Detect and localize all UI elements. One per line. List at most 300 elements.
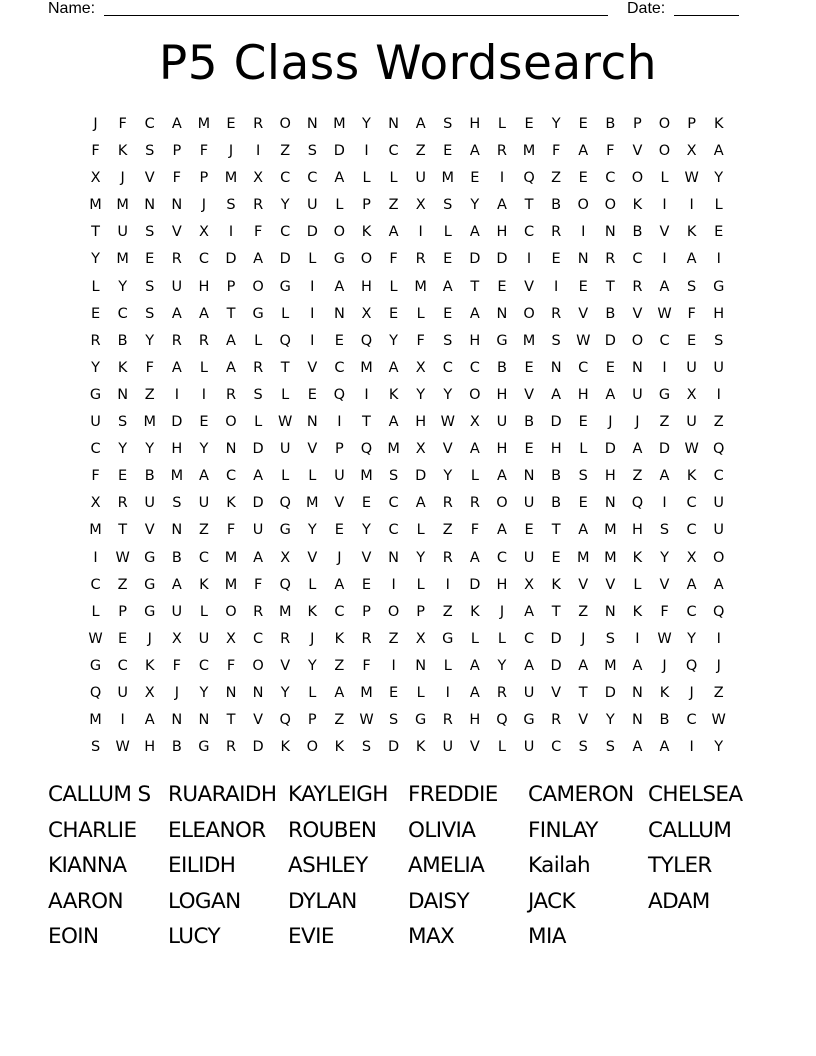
grid-letter: X [226,630,236,647]
grid-letter: E [334,522,344,539]
grid-letter: O [523,305,535,322]
grid-letter: Z [117,576,128,593]
grid-letter: S [90,739,101,756]
grid-letter: L [308,251,317,268]
grid-letter: Q [279,712,291,729]
grid-letter: O [496,495,508,512]
grid-letter: P [118,603,128,620]
grid-letter: G [658,386,671,403]
grid-letter: O [631,170,644,187]
grid-letter: D [469,251,481,268]
grid-letter: I [391,576,396,593]
grid-letter: U [144,495,156,512]
grid-letter: W [657,630,672,647]
grid-letter: V [280,657,291,674]
grid-letter: T [362,414,371,431]
grid-letter: T [551,522,561,539]
grid-letter: G [713,278,725,295]
grid-letter: O [279,116,291,132]
grid-letter: W [115,549,130,566]
grid-letter: Z [442,522,453,539]
grid-letter: E [578,116,588,132]
grid-letter: Y [145,332,155,349]
grid-letter: N [604,224,616,241]
grid-letter: S [443,197,453,214]
grid-letter: H [604,468,616,485]
grid-letter: A [198,305,209,322]
grid-letter: Z [388,197,399,214]
grid-letter: H [171,441,183,458]
grid-row [82,626,732,653]
grid-letter: N [225,441,237,458]
word-list-item: EILIDH [168,853,236,878]
grid-letter: C [686,495,697,512]
grid-letter: M [143,414,156,431]
grid-letter: G [415,712,427,729]
grid-letter: M [522,332,536,349]
grid-letter: X [198,224,209,241]
word-list-item: FINLAY [528,817,598,843]
grid-letter: N [631,712,643,729]
grid-letter: F [226,522,236,539]
grid-letter: K [280,739,290,756]
grid-letter: I [201,386,207,403]
grid-letter: F [416,332,425,349]
grid-letter: A [524,657,534,674]
grid-letter: L [91,278,100,295]
grid-letter: U [632,386,643,403]
grid-letter: O [712,549,725,566]
grid-letter: Y [307,522,317,539]
grid-letter: U [279,441,291,458]
grid-letter: Q [279,332,291,349]
grid-letter: E [145,251,155,268]
grid-letter: Z [334,657,345,674]
letter-grid [82,111,732,761]
grid-letter: S [551,332,561,349]
grid-letter: A [171,116,182,132]
grid-letter: V [442,441,453,458]
grid-letter: A [632,441,643,458]
grid-letter: K [686,468,697,485]
word-list-item: KAYLEIGH [288,782,388,807]
grid-letter: F [606,143,615,160]
grid-letter: Y [551,116,561,132]
grid-letter: A [713,143,724,160]
grid-letter: M [116,251,129,268]
grid-letter: K [632,549,643,566]
grid-letter: I [662,359,667,376]
grid-letter: V [578,712,589,729]
grid-letter: U [415,170,426,187]
grid-letter: K [226,495,236,512]
grid-letter: W [684,441,699,458]
grid-letter: A [659,278,670,295]
grid-letter: X [686,386,697,403]
grid-letter: Y [199,684,209,701]
grid-letter: U [306,197,318,214]
grid-letter: A [659,468,670,485]
grid-letter: N [171,712,183,729]
grid-letter: E [551,549,561,566]
grid-letter: R [253,197,264,214]
grid-row [82,734,732,761]
grid-letter: O [225,414,237,431]
grid-letter: Q [496,712,508,729]
grid-letter: T [226,712,236,729]
grid-letter: L [416,305,425,322]
grid-letter: E [578,278,588,295]
grid-letter: K [713,116,724,132]
grid-letter: T [280,359,290,376]
grid-letter: I [716,386,721,403]
grid-letter: I [526,251,532,268]
grid-letter: A [469,224,480,241]
grid-letter: X [415,441,426,458]
grid-letter: A [686,576,697,593]
grid-letter: A [171,576,182,593]
grid-letter: K [334,630,345,647]
grid-letter: M [197,116,211,132]
grid-letter: I [364,386,369,403]
grid-letter: N [550,359,562,376]
word-list-item: EVIE [288,924,334,949]
grid-letter: M [604,522,617,539]
grid-letter: W [657,305,672,322]
grid-letter: G [333,251,346,268]
grid-letter: P [226,278,236,295]
grid-letter: Q [685,657,698,674]
grid-letter: X [90,170,101,187]
grid-letter: I [662,495,667,512]
grid-letter: E [578,170,588,187]
grid-letter: A [442,278,453,295]
grid-letter: Q [360,441,373,458]
grid-letter: S [687,278,697,295]
name-blank-line [104,15,608,16]
grid-letter: U [117,684,128,701]
grid-letter: D [469,576,481,593]
grid-letter: E [307,386,317,403]
grid-letter: Q [333,386,346,403]
grid-letter: J [147,630,152,647]
grid-letter: R [496,143,507,160]
grid-letter: Y [118,441,128,458]
grid-row [82,328,732,355]
word-list-item: JACK [528,888,576,914]
grid-letter: N [496,305,508,322]
grid-letter: C [523,224,535,241]
grid-letter: O [360,251,373,268]
grid-letter: C [605,170,616,187]
grid-letter: R [253,116,264,132]
grid-letter: K [334,739,345,756]
grid-letter: M [360,468,373,485]
grid-letter: S [388,468,399,485]
word-list-item: ROUBEN [288,817,377,843]
grid-letter: T [524,197,534,214]
grid-letter: I [418,224,423,241]
grid-letter: S [605,630,615,647]
grid-letter: D [333,143,345,160]
grid-letter: L [199,359,208,376]
grid-letter: I [445,684,450,701]
grid-letter: S [145,278,155,295]
grid-letter: N [171,522,183,539]
grid-letter: F [551,143,561,160]
grid-letter: A [551,386,562,403]
grid-letter: Q [360,332,373,349]
grid-letter: L [416,522,425,539]
grid-letter: N [604,495,616,512]
grid-letter: H [631,522,643,539]
grid-row [82,192,732,219]
grid-letter: E [497,278,507,295]
grid-letter: U [171,603,183,620]
grid-letter: Z [280,143,291,160]
grid-letter: F [253,576,263,593]
grid-row [82,382,732,409]
grid-letter: W [359,712,374,729]
grid-letter: S [253,386,263,403]
grid-letter: R [496,684,507,701]
grid-letter: K [551,576,561,593]
grid-letter: U [686,359,697,376]
grid-letter: H [713,305,725,322]
grid-letter: S [145,143,155,160]
grid-row [82,599,732,626]
grid-letter: C [388,522,399,539]
grid-letter: C [659,332,670,349]
grid-letter: E [443,143,453,160]
grid-letter: Z [713,414,724,431]
grid-letter: A [415,495,426,512]
grid-letter: C [225,468,237,485]
grid-letter: I [716,630,721,647]
grid-letter: K [659,684,670,701]
grid-letter: E [524,522,534,539]
grid-letter: S [145,305,155,322]
grid-letter: D [550,630,562,647]
grid-letter: C [307,170,318,187]
grid-letter: W [711,712,726,729]
grid-letter: C [632,251,643,268]
grid-letter: S [443,332,453,349]
grid-letter: R [225,386,237,403]
grid-letter: E [361,495,372,512]
grid-letter: Q [89,684,102,701]
grid-letter: E [687,332,697,349]
grid-letter: O [306,739,318,756]
grid-letter: K [117,143,128,160]
grid-letter: I [689,739,694,756]
grid-letter: X [361,305,372,322]
grid-letter: J [608,414,613,431]
grid-letter: A [198,468,209,485]
grid-letter: F [172,170,181,187]
grid-letter: Y [714,739,724,756]
grid-letter: V [578,305,589,322]
grid-letter: L [714,197,723,214]
grid-letter: H [496,386,508,403]
grid-row [82,138,732,165]
grid-letter: I [255,143,261,160]
grid-letter: K [632,197,643,214]
grid-letter: A [388,359,399,376]
grid-row [82,653,732,680]
grid-letter: N [117,386,129,403]
grid-letter: K [686,224,697,241]
grid-letter: L [660,170,669,187]
grid-letter: L [281,386,290,403]
grid-letter: N [523,468,535,485]
grid-letter: R [551,305,562,322]
grid-letter: E [578,495,588,512]
grid-letter: L [389,170,398,187]
grid-letter: Y [389,332,398,349]
grid-letter: G [89,386,102,403]
grid-letter: U [252,522,264,539]
grid-letter: U [90,414,101,431]
grid-letter: G [279,278,291,295]
grid-letter: D [306,224,318,241]
grid-letter: Z [713,684,724,701]
grid-letter: U [686,414,697,431]
word-list-item: CAMERON [528,782,634,807]
grid-letter: I [716,251,721,268]
grid-letter: V [632,305,643,322]
grid-letter: W [88,630,103,647]
grid-letter: H [469,332,481,349]
grid-letter: L [389,278,398,295]
grid-letter: Y [416,549,426,566]
grid-letter: M [170,468,184,485]
grid-letter: T [578,684,588,701]
grid-letter: D [415,468,427,485]
grid-letter: P [633,116,642,132]
grid-letter: X [171,630,182,647]
grid-letter: R [442,712,453,729]
grid-letter: O [252,278,264,295]
grid-letter: Z [551,170,562,187]
word-list-item: Kailah [528,853,591,878]
grid-row [82,165,732,192]
grid-letter: H [577,386,589,403]
grid-letter: E [551,251,561,268]
grid-letter: H [415,414,427,431]
grid-letter: U [198,630,210,647]
grid-letter: A [253,549,264,566]
grid-row [82,707,732,734]
grid-letter: M [604,657,617,674]
grid-letter: Y [280,197,290,214]
grid-letter: N [198,712,210,729]
word-list-item: DYLAN [288,888,357,914]
grid-letter: D [496,251,508,268]
grid-letter: F [91,143,100,160]
grid-letter: O [252,657,264,674]
grid-letter: U [523,684,535,701]
grid-letter: Z [198,522,209,539]
grid-letter: H [198,278,210,295]
grid-letter: E [388,305,399,322]
grid-letter: C [90,576,101,593]
grid-letter: A [415,116,426,132]
grid-letter: F [470,522,480,539]
grid-letter: X [144,684,155,701]
grid-letter: A [469,305,480,322]
grid-letter: D [550,414,562,431]
grid-letter: F [660,603,669,620]
grid-letter: L [281,305,290,322]
grid-letter: N [415,657,427,674]
grid-letter: E [524,359,534,376]
grid-letter: Q [523,170,535,187]
grid-letter: A [253,251,264,268]
grid-letter: Y [714,170,724,187]
grid-letter: Q [712,603,725,620]
grid-letter: T [91,224,100,241]
grid-letter: Z [578,603,589,620]
word-list-item: ADAM [648,888,710,914]
grid-letter: K [199,576,209,593]
grid-letter: N [631,359,643,376]
grid-letter: M [89,522,102,539]
grid-letter: A [496,468,507,485]
grid-letter: I [662,251,667,268]
grid-letter: V [307,549,318,566]
grid-letter: F [172,657,181,674]
grid-row [82,436,732,463]
grid-letter: M [224,576,238,593]
grid-letter: A [578,143,589,160]
grid-letter: G [442,630,454,647]
grid-letter: Y [416,386,426,403]
grid-letter: R [551,224,562,241]
grid-letter: Y [687,630,697,647]
word-list-item: FREDDIE [408,782,498,807]
grid-letter: C [713,468,724,485]
grid-letter: V [524,386,534,403]
grid-letter: D [604,332,616,349]
grid-letter: C [686,712,697,729]
grid-letter: X [686,143,697,160]
grid-letter: L [416,576,425,593]
grid-letter: X [280,549,291,566]
grid-letter: W [440,414,455,431]
grid-letter: F [362,657,371,674]
grid-letter: C [578,359,589,376]
grid-letter: Y [280,684,290,701]
grid-letter: C [686,603,697,620]
grid-letter: G [144,603,156,620]
word-list-item: TYLER [648,853,712,878]
grid-letter: R [198,332,209,349]
word-list-item: DAISY [408,888,470,914]
grid-letter: A [713,576,724,593]
grid-letter: S [605,739,615,756]
grid-letter: G [496,332,508,349]
grid-letter: I [391,657,396,674]
grid-letter: G [89,657,102,674]
grid-letter: Y [118,278,128,295]
grid-letter: E [605,359,615,376]
grid-letter: X [253,170,264,187]
grid-letter: Y [362,116,371,132]
grid-letter: F [226,657,236,674]
grid-letter: U [523,495,535,512]
grid-letter: L [308,684,317,701]
